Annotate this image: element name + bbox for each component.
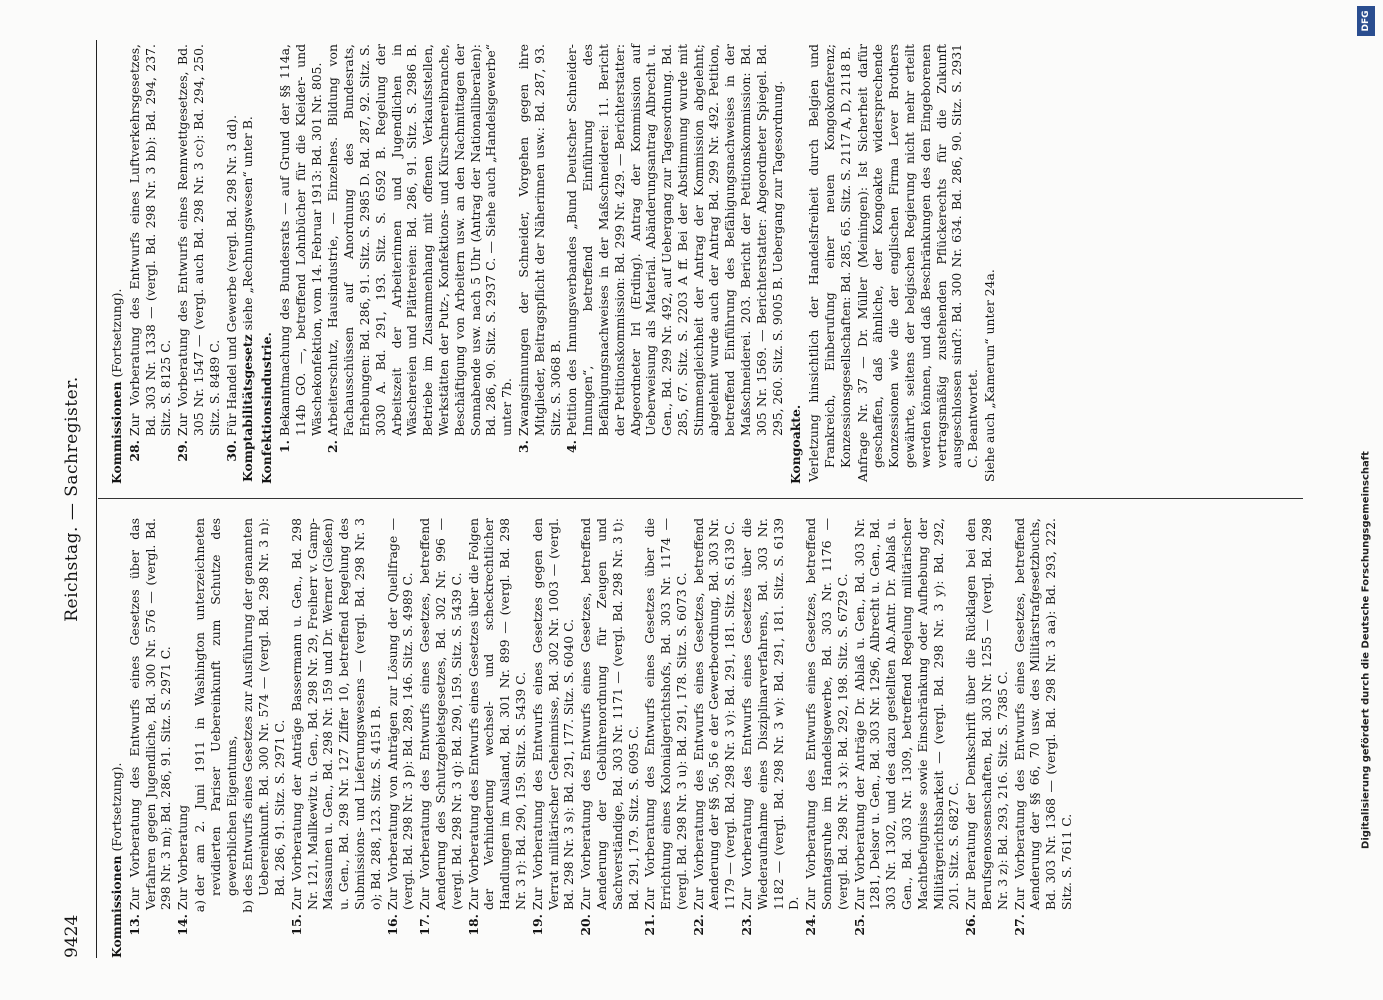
register-entry [516, 44, 563, 484]
kompt-entry [240, 44, 256, 484]
register-entry [224, 44, 240, 484]
register-entry [530, 518, 577, 958]
register-entry [417, 518, 464, 958]
entry-number: 27. [1011, 914, 1027, 936]
entry-text: Zur Vorberatung des Entwurfs eines Gesetzes gegen den Verrat militärischer Geheimnisse, Bd. 302 Nr. 1003 — (vergl. Bd. 298 Nr. 3 s): Bd. 291, 177. Sitz. S. 6040 C. [529, 518, 577, 910]
register-entry [642, 518, 689, 958]
entry-text: Zur Vorberatung des Entwurfs eines Gesetzes über die Wiederaufnahme eines Disziplinarverfahrens, Bd. 303 Nr. 1182 — (vergl. Bd. 298 Nr. 3 w): Bd. 291, 181. Sitz. S. 6139 D. [739, 518, 802, 910]
register-entry [325, 44, 515, 484]
entry-text: Zur Vorberatung der Anträge Bassermann u. Gen., Bd. 298 Nr. 121, Mallkewitz u. Gen., Bd. 298 Nr. 29, Freiherr v. Gamp-Massaunen u. Gen., Bd. 298 Nr. 159 und Dr. Werner (Gießen) u. Gen., Bd. 298 Nr. 127 Ziffer 10, betreffend Regelung des Submissions- und Lieferungswesens — (vergl. Bd. 298 Nr. 3 o); Bd. 288, 123. Sitz. S. 4151 B. [288, 518, 383, 910]
register-paragraph: Verletzung hinsichtlich der Handelsfreiheit durch Belgien und Frankreich, Einberufung einer neuen Kongokonferenz; Konzessionsgesellschaften: Bd. 285, 65. Sitz. S. 2117 A, D, 2118 B. [806, 44, 853, 482]
entry-number: 28. [126, 440, 142, 462]
entry-number: 15. [288, 914, 304, 936]
rotated-page-content [56, 40, 1346, 958]
digitization-note: Digitalisierung gefördert durch die Deutsche Forschungsgemeinschaft [1360, 451, 1372, 849]
register-entry [963, 518, 1010, 958]
section-title: Kommissionen [109, 381, 124, 484]
entry-list [127, 44, 240, 484]
entry-text: Für Handel und Gewerbe (vergl. Bd. 298 Nr. 3 dd). [223, 114, 239, 436]
entry-number: 26. [963, 914, 979, 936]
entry-text: Zur Vorberatung von Anträgen zur Lösung der Quellfrage — (vergl. Bd. 298 Nr. 3 p): Bd. 289, 146. Sitz. S. 4989 C. [384, 518, 416, 910]
register-entry [1012, 518, 1075, 958]
entry-text: Zur Vorberatung des Entwurfs eines Gesetzes, betreffend Sonntagsruhe im Handelsgewerbe, Bd. 303 Nr. 1176 — (vergl. Bd. 298 Nr. 3 x): Bd. 292, 198. Sitz. S. 6729 C. [803, 518, 850, 910]
header-rule [96, 40, 97, 958]
section-heading [109, 44, 125, 484]
register-entry [466, 518, 529, 958]
entry-number: 30. [223, 440, 239, 462]
left-column [106, 518, 1076, 958]
register-entry [578, 518, 641, 958]
entry-number: 24. [803, 914, 819, 936]
kompt-reference: siehe „Rechnungswesen“ unter B. [240, 116, 256, 335]
column-divider [98, 498, 1303, 499]
entry-number: a) [191, 900, 207, 913]
entry-text: Zur Vorberatung des Entwurfs eines Gesetzes über die Errichtung eines Kolonialgerichtshofs, Bd. 303 Nr. 1174 — (vergl. Bd. 298 Nr. 3 u): Bd. 291, 178. Sitz. S. 6073 C. [642, 518, 689, 910]
register-entry [192, 518, 239, 958]
entry-text: Zur Beratung der Denkschrift über die Rücklagen bei den Berufsgenossenschaften, Bd. 303 Nr. 1255 — (vergl. Bd. 298 Nr. 3 z): Bd. 293, 216. Sitz. S. 7385 C. [963, 518, 1010, 910]
register-entry [127, 44, 174, 484]
entry-text: Zur Vorberatung des Entwurfs eines Gesetzes, betreffend Aenderung der §§ 66, 70 usw. des Militärstrafgesetzbuchs, Bd. 303 Nr. 1368 — (vergl. Bd. 298 Nr. 3 aa): Bd. 293, 222. Sitz. S. 7611 C. [1011, 518, 1075, 910]
entry-number: 17. [417, 914, 433, 936]
page-header [56, 40, 96, 958]
entry-number: 2. [325, 440, 341, 453]
register-entry [277, 44, 324, 484]
entry-number: 25. [851, 914, 867, 936]
entry-text: Zwangsinnungen der Schneider, Vorgehen gegen ihre Mitglieder, Beitragspflicht der Näherinnen usw.: Bd. 287, 93. Sitz. S. 3068 B. [515, 44, 563, 436]
entry-text: Zur Vorberatung des Entwurfs eines Gesetzes über die Folgen der Verhinderung wechsel- und scheckrechtlicher Handlungen im Ausland, Bd. 301 Nr. 899 — (vergl. Bd. 298 Nr. 3 r): Bd. 290, 159. Sitz. S. 5439 C. [465, 518, 528, 910]
entry-text: Zur Vorberatung des Entwurfs eines Gesetzes, betreffend Aenderung der §§ 56, 56 e der Gewerbeordnung, Bd. 303 Nr. 1179 — (vergl. Bd. 298 Nr. 3 v): Bd. 291, 181. Sitz. S. 6139 C. [690, 518, 738, 910]
konfektion-list [277, 44, 786, 484]
kongo-list [806, 44, 998, 484]
entry-text: des Entwurfs eines Gesetzes zur Ausführung der genannten Uebereinkunft. Bd. 300 Nr. 574 — (vergl. Bd. 298 Nr. 3 n): Bd. 286, 91. Sitz. S. 2971 C. [240, 518, 287, 896]
entry-number: 23. [739, 914, 755, 936]
register-entry [240, 518, 287, 958]
entry-text: Bekanntmachung des Bundesrats — auf Grund der §§ 114a, 114b GO. —, betreffend Lohnbücher für die Kleider- und Wäschekonfektion, vom 14. Februar 1913: Bd. 301 Nr. 805. [276, 44, 324, 436]
entry-text: Zur Vorberatung des Entwurfs eines Gesetzes über das Verfahren gegen Jugendliche, Bd. 300 Nr. 576 — (vergl. Bd. 298 Nr. 3 m); Bd. 286, 91. Sitz. S. 2971 C. [126, 518, 174, 910]
entry-number: 21. [642, 914, 658, 936]
entry-number: 4. [564, 440, 580, 453]
entry-number: 16. [384, 914, 400, 936]
digitization-strip [1352, 0, 1380, 1000]
entry-number: 29. [175, 440, 191, 462]
kongo-heading: Kongoakte. [788, 404, 804, 484]
register-entry [385, 518, 417, 958]
konfektion-heading: Konfektionsindustrie. [259, 332, 275, 484]
section-title: Kommissionen [109, 855, 124, 958]
entry-number: 18. [465, 914, 481, 936]
entry-number: b) [240, 900, 256, 913]
section-heading [109, 518, 125, 958]
register-entry [127, 518, 174, 958]
entry-text: Zur Vorberatung des Entwurfs eines Gesetzes, betreffend Aenderung der Gebührenordnung für Zeugen und Sachverständige, Bd. 303 Nr. 1171 — (vergl. Bd. 298 Nr. 3 t): Bd. 291, 179. Sitz. S. 6095 C. [578, 518, 641, 910]
entry-text: Zur Vorberatung des Entwurfs eines Luftverkehrsgesetzes, Bd. 303 Nr. 1338 — (vergl. Bd. 298 Nr. 3 bb): Bd. 294, 237. Sitz. S. 8125 C. [126, 44, 174, 436]
dfg-logo [1357, 6, 1375, 36]
entry-number: 14. [175, 914, 191, 936]
page-number: 9424 [62, 914, 82, 958]
entry-text: Zur Vorberatung des Entwurfs eines Gesetzes, betreffend Aenderung des Schutzgebietsgesetzes, Bd. 302 Nr. 996 — (vergl. Bd. 298 Nr. 3 q): Bd. 290, 159. Sitz. S. 5439 C. [417, 518, 464, 910]
register-paragraph: Anfrage Nr. 37 — Dr. Müller (Meiningen): Ist Sicherheit dafür geschaffen, daß ähnliche, der Kongoakte widersprechende Konzessionen wie die der englischen Firma Lever Brothers gewährte, seitens der belgischen Regierung nicht mehr erteilt werden können, und daß Beschränkungen des den Eingeborenen vertragsmäßig zustehenden Pflückerechts für die Zukunft ausgeschlossen sind?: Bd. 300 Nr. 634. Bd. 286, 90. Sitz. S. 2931 C. Beantwortet. [854, 44, 981, 482]
entry-number: 13. [126, 914, 142, 936]
register-entry [289, 518, 384, 958]
right-column [106, 44, 999, 484]
entry-text: Zur Vorberatung [175, 804, 191, 910]
register-entry [739, 518, 802, 958]
register-entry [175, 44, 222, 484]
entry-number: 22. [690, 914, 706, 936]
entry-number: 3. [515, 440, 531, 453]
section-continuation: (Fortsetzung). [109, 288, 124, 382]
entry-text: der am 2. Juni 1911 in Washington unterzeichneten revidierten Pariser Uebereinkunft zum Schutze des gewerblichen Eigentums, [191, 518, 239, 896]
register-entry [691, 518, 738, 958]
entry-text: Zur Vorberatung der Anträge Dr. Ablaß u. Gen., Bd. 303 Nr. 1281, Delsor u. Gen., Bd. 303 Nr. 1296, Albrecht u. Gen., Bd. 303 Nr. 1302, und des dazu gestellten Ab.Antr. Dr. Ablaß u. Gen., Bd. 303 Nr. 1309, betreffend Regelung militärischer Machtbefugnisse sowie Einschränkung oder Aufhebung der Militärgerichtsbarkeit — (vergl. Bd. 298 Nr. 3 y): Bd. 292, 201. Sitz. S. 6827 C. [851, 518, 962, 910]
entry-text: Zur Vorberatung des Entwurfs eines Rennwettgesetzes, Bd. 305 Nr. 1547 — (vergl. auch Bd. 298 Nr. 3 cc): Bd. 294, 250. Sitz. S. 8489 C. [175, 44, 222, 436]
register-entry [852, 518, 963, 958]
entry-number: 20. [578, 914, 594, 936]
entry-number: 1. [276, 440, 292, 453]
entry-number: 19. [529, 914, 545, 936]
kompt-heading: Komptabilitätsgesetz [240, 334, 256, 482]
entry-text: Petition des Innungsverbandes „Bund Deutscher Schneider-Innungen“, betreffend Einführung des Befähigungsnachweises in der Maßschneiderei: 11. Bericht der Petitionskommission: Bd. 299 Nr. 429. — Berichterstatter: Abgeordneter Irl (Erding). Antrag der Kommission auf Ueberweisung als Material. Abänderungsantrag Albrecht u. Gen., Bd. 299 Nr. 492, auf Uebergang zur Tagesordnung. Bd. 285, 67. Sitz. S. 2203 A ff. Bei der Abstimmung wurde mit Stimmengleichheit der Antrag der Kommission abgelehnt; abgelehnt wurde auch der Antrag Bd. 299 Nr. 492. Petition, betreffend Einführung des Befähigungsnachweises in der Maßschneiderei. 203. Bericht der Petitionskommission: Bd. 305 Nr. 1569. — Berichterstatter: Abgeordneter Spiegel. Bd. 295, 260. Sitz. S. 9005 B. Uebergang zur Tagesordnung. [564, 44, 785, 436]
dfg-logo-text: DFG [1361, 10, 1371, 32]
register-entry [803, 518, 850, 958]
entry-text: Arbeiterschutz, Hausindustrie, — Einzelnes. Bildung von Fachausschüssen auf Anordnung des Bundesrats, Erhebungen: Bd. 286, 91. Sitz. S. 2985 D. Bd. 287, 92. Sitz. S. 3030 A. Bd. 291, 193. Sitz. S. 6592 B. Regelung der Arbeitszeit der Arbeiterinnen und Jugendlichen in Wäschereien und Plättereien: Bd. 286, 91. Sitz. S. 2986 B. Betriebe im Zusammenhang mit offenen Verkaufsstellen, Werkstätten der Putz-, Konfektions- und Kürschnereibranche, Beschäftigung von Arbeitern usw. an den Nachmittagen der Sonnabende usw. nach 5 Uhr (Antrag der Nationalliberalen): Bd. 286, 90. Sitz. S. 2937 C. — Siehe auch „Handelsgewerbe“ unter 7b. [325, 44, 515, 436]
register-paragraph: Siehe auch „Kamerun“ unter 24a. [982, 269, 998, 482]
register-entry [564, 44, 785, 484]
register-entry [175, 518, 191, 958]
running-title: Reichstag. — Sachregister. [62, 376, 82, 622]
section-continuation: (Fortsetzung). [109, 762, 124, 856]
